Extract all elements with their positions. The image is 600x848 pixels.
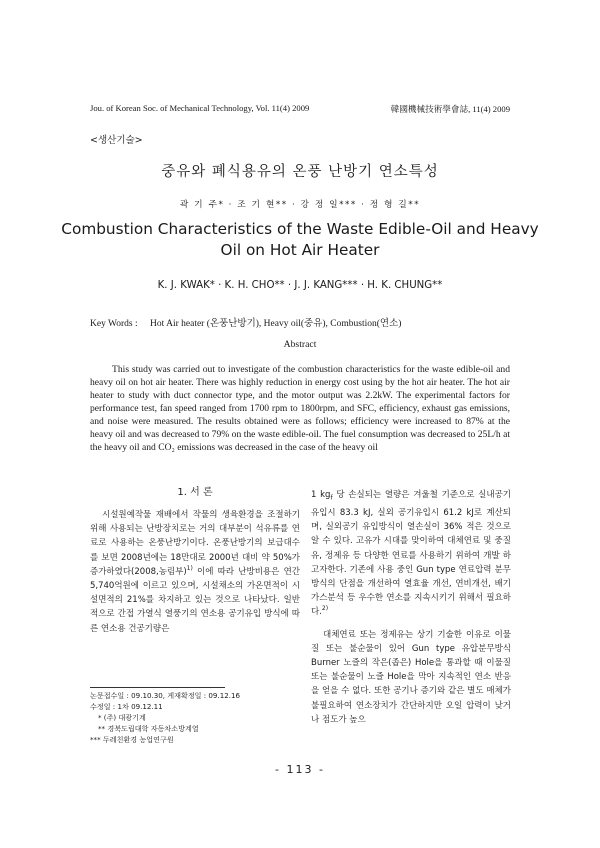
journal-header-ko: 韓國機械技術學會誌, 11(4) 2009 <box>390 104 510 114</box>
right-p1-sub: f <box>330 494 333 502</box>
footnotes <box>90 690 300 745</box>
intro-paragraph <box>90 508 300 636</box>
authors-korean: 곽 기 주* · 조 기 현** · 강 정 일*** · 정 형 길** <box>179 200 421 210</box>
right-paragraph-1 <box>311 488 511 620</box>
abstract-title: Abstract <box>283 339 317 350</box>
footnote-received: 논문접수일 : 09.10.30, 게재확정일 : 09.12.16 <box>90 691 241 700</box>
authors-english: K. J. KWAK* · K. H. CHO** · J. J. KANG*** · H. K. CHUNG** <box>157 280 443 291</box>
title-english: Combustion Characteristics of the Waste Edible-Oil and Heavy Oil on Hot Air Heater <box>61 220 539 259</box>
right-column <box>311 488 511 727</box>
footnote-affiliation-2: ** 경북도립대학 자동차소방계열 <box>98 724 199 733</box>
journal-header-en: Jou. of Korean Soc. of Mechanical Technology, Vol. 11(4) 2009 <box>90 103 310 113</box>
right-p1-b: 당 손실되는 열량은 겨울철 기준으로 실내공기 유입시 83.3 kJ, 실외 공기유입시 61.2 kJ로 계산되며, 실외공기 유입방식이 열손실이 36% 적은 것으로 알 수 있다. 고유가 시대를 맞이하여 대체연료 및 중질유, 정제유 등 다양한 연료를 사용하기 위하여 개발 하고자한다. 기존에 사용 중인 Gun type 연료압력 분무방식의 단점을 개선하여 열효율 개선, 연비개선, 배기가스분석 등 우수한 연소를 지속시키기 위해서 필요하다. <box>311 490 511 618</box>
keywords-text: Hot Air heater (온풍난방기), Heavy oil(중유), Combustion(연소) <box>150 319 402 329</box>
intro-heading: 1. 서 론 <box>177 487 213 498</box>
right-paragraph-2: 대체연료 또는 정제유는 상기 기술한 이유로 이물질 또는 불순물이 있어 Gun type 유압분무방식 Burner 노즐의 작은(좁은) Hole을 통과할 때 이물질 또는 불순물이 노즐 Hole을 막아 지속적인 연소 반응을 얻을 수 없다. 또한 공기나 증기와 같은 별도 매체가 불필요하여 연소장치가 간단하지만 오일 압력이 낮거나 점도가 높으 <box>311 629 511 725</box>
footnote-affiliation-1: * (주) 대광기계 <box>98 713 146 722</box>
keywords <box>90 315 401 329</box>
intro-citation: 1) <box>186 564 193 572</box>
section-tag: <생산기술> <box>90 135 143 146</box>
keywords-label: Key Words : <box>90 319 138 329</box>
intro-paragraph-part2: 이에 따라 난방비용은 연간 5,740억원에 이르고 있으며, 시설채소의 가온면적이 시설면적의 21%를 차지하고 있는 것으로 나타났다. 일반적으로 간접 가열식 열풍기의 연소용 공기유입 방식에 따른 연소용 건공기량은 <box>90 566 300 634</box>
page-number: - 113 - <box>275 763 325 776</box>
left-column <box>90 483 300 636</box>
footnote-divider <box>90 687 225 688</box>
right-p1-citation: 2) <box>321 605 329 613</box>
footnote-revised: 수정일 : 1차 09.12.11 <box>90 702 163 711</box>
right-p1-a: 1 kg <box>311 490 331 500</box>
footnote-affiliation-3: *** 두레친환경 농업연구원 <box>90 735 174 744</box>
abstract-text: This study was carried out to investigate of the combustion characteristics for the waste edible-oil and heavy oil on hot air heater. There was highly reduction in energy cost using by the hot air heater. The hot air heater to study with duct connector type, and the motor output was 2.2kW. The experimental factors for performance test, fan speed ranged from 1700 rpm to 1800rpm, and SFC, efficiency, exhaust gas emissions, and noise were measured. The results obtained were as follows; efficiency were increased to 87% at the heavy oil and was decreased to 79% on the waste edible-oil. The fuel consumption was decreased to 25L/h at the heavy oil and CO₂ emissions was decreased in the case of the heavy oil <box>90 364 510 453</box>
title-korean: 중유와 폐식용유의 온풍 난방기 연소특성 <box>161 164 439 180</box>
intro-paragraph-part1: 시설원예작물 재배에서 작물의 생육환경을 조절하기 위해 사용되는 난방장치로는 거의 대부분이 석유류를 연료로 사용하는 온풍난방기이다. 온풍난방기의 보급대수를 보면 2008년에는 18만대로 2000년 대비 약 50%가 증가하였다(2008,농림부) <box>90 510 300 577</box>
